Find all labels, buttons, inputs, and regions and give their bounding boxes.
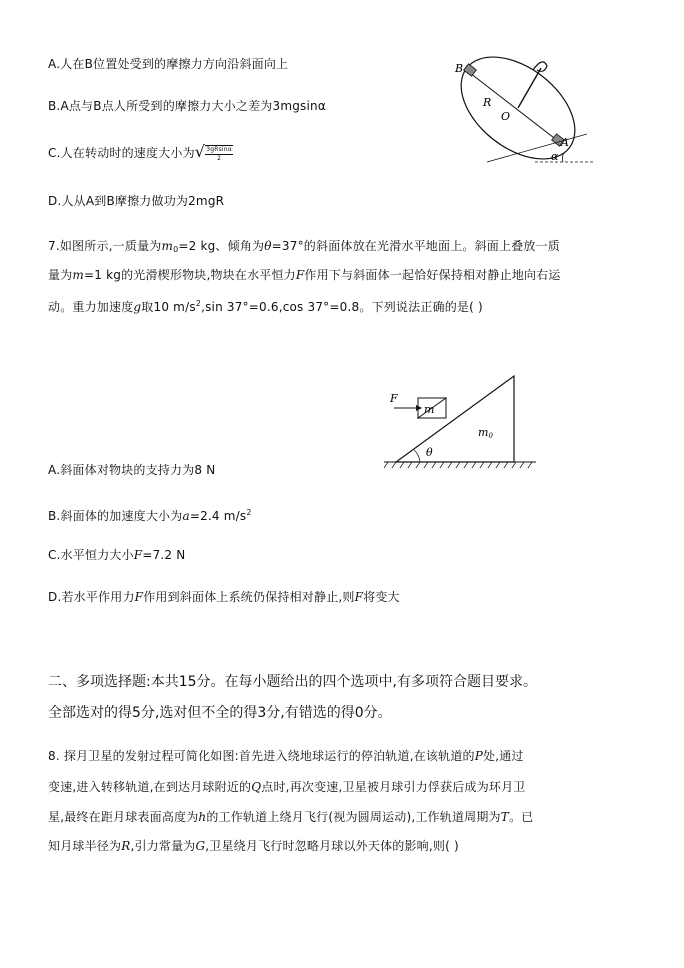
var-t: T	[500, 810, 509, 824]
sqrt-denominator: 2	[217, 154, 222, 162]
label-f: F	[390, 392, 398, 405]
figure-rotating-disk	[445, 48, 595, 172]
figure-incline-wedge	[380, 370, 540, 470]
q8-text: ,引力常量为	[130, 839, 196, 853]
q7-line1	[48, 238, 560, 258]
q7-line2	[48, 267, 561, 283]
option-6c-text: C.人在转动时的速度大小为	[48, 145, 195, 160]
q7-text: 取10 m/s	[141, 300, 196, 314]
section-heading-line2: 全部选对的得5分,选对但不全的得3分,有错选的得0分。	[48, 705, 392, 721]
option-7a: A.斜面体对物块的支持力为8 N	[48, 463, 216, 477]
q8-text: 点时,再次变速,卫星被月球引力俘获后成为环月卫	[261, 780, 526, 794]
q8-text: ,卫星绕月飞行时忽略月球以外天体的影响,则( )	[205, 839, 459, 853]
section-heading-line1: 二、多项选择题:本共15分。在每小题给出的四个选项中,有多项符合题目要求。	[48, 674, 537, 690]
q8-line3	[48, 809, 533, 825]
var-theta: θ	[264, 239, 272, 253]
var-a: a	[182, 509, 190, 523]
option-7b-text: B.斜面体的加速度大小为	[48, 509, 183, 523]
superscript: 2	[246, 508, 252, 517]
q8-text: 处,通过	[483, 749, 524, 763]
option-7c-value: =7.2 N	[142, 548, 186, 562]
label-alpha: α	[551, 150, 559, 163]
var-m0-sub: 0	[173, 245, 179, 254]
option-6b: B.A点与B点人所受到的摩擦力大小之差为3mgsinα	[48, 99, 326, 113]
q7-text: 7.如图所示,一质量为	[48, 239, 162, 253]
var-h: h	[198, 810, 207, 824]
label-m0: m0	[478, 426, 493, 440]
q7-text: 作用下与斜面体一起恰好保持相对静止地向右运	[304, 268, 561, 282]
var-f: F	[134, 590, 144, 604]
label-m: m	[424, 403, 435, 416]
var-g: g	[133, 300, 142, 314]
q7-line3	[48, 296, 483, 315]
q7-text: =37°的斜面体放在光滑水平地面上。斜面上叠放一质	[271, 239, 560, 253]
option-7d	[48, 589, 400, 605]
q7-text: 动。重力加速度	[48, 300, 134, 314]
incline-block	[396, 376, 514, 462]
ground-hatching	[384, 462, 532, 468]
arrow-head-icon	[416, 405, 422, 411]
q7-text: 量为	[48, 268, 73, 282]
var-r: R	[121, 839, 131, 853]
q8-text: 。已	[508, 810, 534, 824]
q8-text: 变速,进入转移轨道,在到达月球附近的	[48, 780, 252, 794]
q8-line1	[48, 748, 524, 764]
q7-text: ,sin 37°=0.6,cos 37°=0.8。下列说法正确的是( )	[201, 300, 483, 314]
var-g-const: G	[195, 839, 206, 853]
var-f: F	[354, 590, 364, 604]
option-7c	[48, 547, 185, 563]
label-theta: θ	[426, 446, 433, 459]
q8-text: 8. 探月卫星的发射过程可简化如图:首先进入绕地球运行的停泊轨道,在该轨道的	[48, 749, 475, 763]
q8-text: 的工作轨道上绕月飞行(视为圆周运动),工作轨道周期为	[206, 810, 501, 824]
var-m0: m	[161, 239, 174, 253]
q8-text: 星,最终在距月球表面高度为	[48, 810, 199, 824]
incline-line	[487, 134, 587, 162]
label-r: R	[483, 96, 492, 109]
q7-text: =2 kg、倾角为	[178, 239, 265, 253]
var-q: Q	[251, 780, 262, 794]
label-b: B	[455, 62, 464, 75]
superscript: 2	[195, 299, 202, 308]
var-p: P	[474, 749, 484, 763]
label-a: A	[561, 136, 569, 149]
q8-line2	[48, 779, 526, 795]
option-7d-text: 将变大	[363, 590, 400, 604]
label-o: O	[501, 110, 511, 123]
q7-text: =1 kg的光滑楔形物块,物块在水平恒力	[84, 268, 296, 282]
theta-arc	[414, 450, 420, 462]
q8-text: 知月球半径为	[48, 839, 122, 853]
option-7d-text: D.若水平作用力	[48, 590, 135, 604]
option-6c	[48, 144, 233, 163]
person-b	[464, 64, 477, 76]
option-7b	[48, 505, 252, 524]
sqrt-numerator: 3gRsinα	[206, 145, 232, 153]
option-7c-text: C.水平恒力大小	[48, 548, 134, 562]
var-f: F	[295, 268, 305, 282]
option-6d: D.人从A到B摩擦力做功为2mgR	[48, 194, 225, 208]
option-7b-value: =2.4 m/s	[189, 509, 247, 523]
option-7d-text: 作用到斜面体上系统仍保持相对静止,则	[143, 590, 355, 604]
q8-line4	[48, 838, 459, 854]
var-f: F	[133, 548, 143, 562]
var-m: m	[72, 268, 84, 282]
sqrt-expression: √ $\frac{3gRsin\alpha}{2}$	[194, 142, 232, 162]
axis-line	[518, 68, 541, 108]
option-6a: A.人在B位置处受到的摩擦力方向沿斜面向上	[48, 57, 289, 71]
